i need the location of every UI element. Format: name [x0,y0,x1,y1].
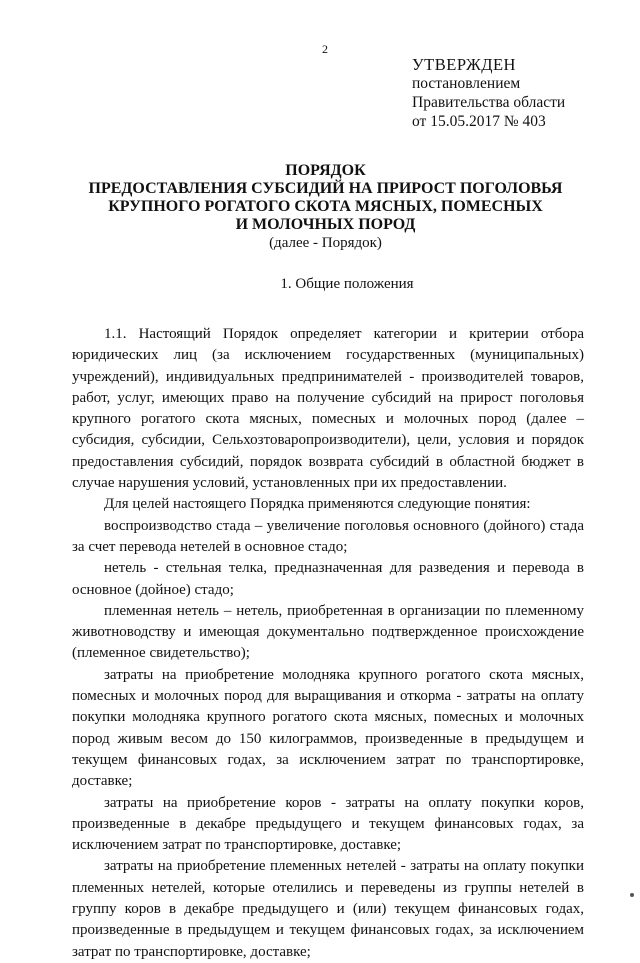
scan-speck [630,893,634,897]
approval-title: УТВЕРЖДЕН [412,55,516,74]
title-line-2: ПРЕДОСТАВЛЕНИЯ СУБСИДИЙ НА ПРИРОСТ ПОГОЛОВЬЯ [88,180,563,197]
paragraph-definition: нетель - стельная телка, предназначенная для разведения и перевода в основное (дойное) стадо; [72,560,584,598]
title-line-1: ПОРЯДОК [285,162,366,179]
page-number: 2 [322,42,328,56]
title-line-4: И МОЛОЧНЫХ ПОРОД [235,216,416,233]
paragraph-definition: затраты на приобретение молодняка крупного рогатого скота мясных, помесных и молочных пород для выращивания и откорма - затраты на оплату покупки молодняка крупного рогатого скота мясных, помесных и молочных пород живым весом до 150 килограммов, произведенные в предыдущем и текущем финансовых годах, за исключением затрат по транспортировке, доставке; [72,666,584,790]
approval-line-1: постановлением [412,75,521,92]
approval-line-3: от 15.05.2017 № 403 [412,113,546,130]
section-heading: 1. Общие положения [280,276,414,292]
paragraph-definition: затраты на приобретение племенных нетелей - затраты на оплату покупки племенных нетелей, которые отелились и переведены из группы нетелей в группу коров в декабре предыдущего и (или) текущем финансовых годах, произведенные в предыдущем и текущем финансовых годах, за исключением затрат по транспортировке, доставке; [72,858,584,960]
paragraph-definition: племенная нетель – нетель, приобретенная в организации по племенному животноводству и имеющая документально подтвержденное происхождение (племенное свидетельство); [72,602,584,662]
title-line-3: КРУПНОГО РОГАТОГО СКОТА МЯСНЫХ, ПОМЕСНЫХ [108,198,543,215]
document-title [0,162,640,253]
document-body [72,324,584,963]
approval-stamp [412,55,565,131]
approval-line-2: Правительства области [412,94,566,111]
paragraph-definition: воспроизводство стада – увеличение поголовья основного (дойного) стада за счет перевода нетелей в основное стадо; [72,517,584,555]
paragraph-definitions-lead: Для целей настоящего Порядка применяются следующие понятия: [104,496,531,513]
paragraph-definition: затраты на приобретение коров - затраты на оплату покупки коров, произведенные в декабре предыдущего и текущем финансовых годах, за исключением затрат по транспортировке, доставке; [72,794,584,854]
paragraph-intro: 1.1. Настоящий Порядок определяет категории и критерии отбора юридических лиц (за исключением государственных (муниципальных) учреждений), индивидуальных предпринимателей - производителей товаров, работ, услуг, имеющих право на получение субсидий на прирост поголовья крупного рогатого скота мясных, помесных и молочных пород (далее – субсидия, субсидии, Сельхозтоваропроизводители), цели, условия и порядок предоставления субсидий, порядок возврата субсидий в областной бюджет в случае нарушения условий, установленных при их предоставлении. [72,326,584,492]
title-subtitle: (далее - Порядок) [269,235,382,251]
